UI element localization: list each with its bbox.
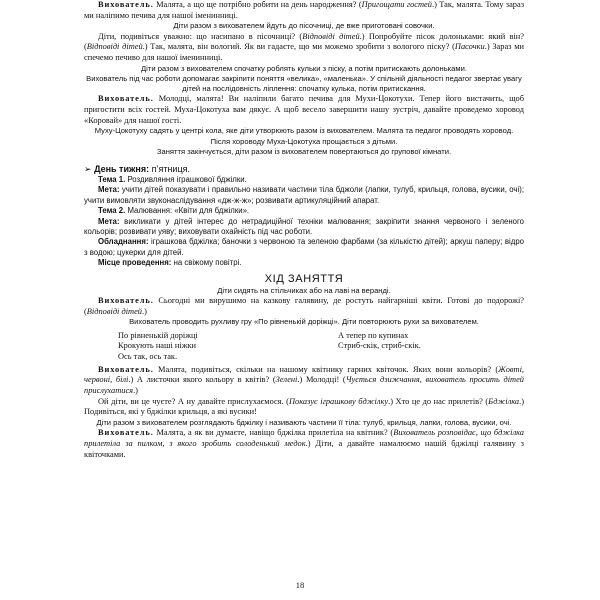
poem-right-column: А тепер по купинах Стриб-скік, стриб-скік. [338, 330, 421, 351]
speaker-label: Вихователь. [98, 364, 154, 374]
topic-1: Тема 1. Роздивляння іграшкової бджілки. [98, 175, 247, 185]
paragraph: Вихователь. Малята, подивіться, скільки на нашому квітнику гарних квіточок. Яких вони кольорів? (Жовті, червоні, білі.) А листочки якого кольору в квітів? (Зелені.) Молодці! (Чується дзижчання, вихователь просить дітей прислухатися.) [84, 364, 524, 396]
stage-direction: Заняття закінчується, діти разом із вихователем повертаються до групової кімнати. [156, 146, 452, 156]
paragraph: Вихователь. Малята, а що ще потрібно робити на день народження? (Пригощати гостей.) Так, малята. Тому зараз ми наліпимо печива для нашої іменинниці. [84, 0, 524, 20]
speaker-label: Вихователь. [98, 0, 154, 9]
paragraph: Вихователь. Сьогодні ми вирушимо на казкову галявину, де ростуть найгарніші квіти. Готові до подорожі? (Відповіді дітей.) [84, 295, 524, 316]
speaker-label: Вихователь. [98, 94, 154, 104]
stage-direction: Діти сидять на стільчиках або на лаві на веранді. [217, 285, 391, 295]
paragraph: Діти, подивіться уважно: що насипано в пісочниці? (Відповіді дітей.) Попробуйте пісок долоньками: який він? (Відповіді дітей.) Так, малята, він вологий. Як ви гадаєте, що ми можемо зробити з вологого піску? (Пасочки.) Зараз ми спечемо печиво для нашої іменинниці. [84, 31, 524, 63]
topic-2: Тема 2. Малювання: «Квіти для бджілки». [98, 206, 250, 216]
paragraph: Вихователь. Малята, а як ви думаєте, навіщо бджілка прилетіла на квітник? (Вихователь розповідає, що бджілка прилетіла за пилком, з якого зробить солоденький медок.) Діти, а давайте намалюємо нашій бджілці галявину з квіточками. [84, 428, 524, 459]
poem-left-column: По рівненькій доріжці Крокують наші ніжки Ось так, ось так. [118, 330, 198, 361]
speaker-label: Вихователь. [98, 295, 154, 305]
speaker-label: Вихователь. [98, 428, 154, 438]
stage-direction: Вихователь проводить рухливу гру «По рівненькій доріжці». Діти повторюють рухи за вихователем. [129, 317, 479, 327]
poem [84, 331, 524, 363]
section-heading: ХІД ЗАНЯТТЯ [264, 272, 344, 285]
location: Місце проведення: на свіжому повітрі. [98, 258, 242, 268]
arrow-bullet-icon: ➢ [84, 164, 92, 175]
goal-1: Мета: учити дітей показувати і правильно називати частини тіла бджоли (лапки, тулуб, крильця, голова, вусики, очі); учити вимовляти звуконаслідування «дж-ж-ж»; розвивати артикуляційний апарат. [84, 185, 524, 205]
paragraph: Ой діти, ви це чуєте? А ну давайте прислухаємося. (Показує іграшкову бджілку.) Хто це до нас прилетів? (Бджілка.) Подивіться, які у бджілки крильця, а які вусики! [84, 396, 524, 417]
page-number: 18 [295, 580, 305, 590]
stage-direction: Муху-Цокотуху садять у центрі кола, яке діти утворюють разом із вихователем. Малята та педагог проводять хоровод. Після хороводу Муха-Цокотуха прощається з дітьми. [94, 126, 514, 146]
day-of-week: ➢ День тижня: п’ятниця. [84, 164, 190, 175]
stage-direction: Діти разом з вихователем спочатку роблять кульки з піску, а потім притискають долоньками. [141, 63, 467, 73]
stage-direction: Діти разом з вихователем йдуть до пісочниці, де вже приготовані совочки. [173, 21, 435, 31]
stage-direction: Діти разом з вихователем розглядають бджілку і називають частини її тіла: тулуб, крильця, лапки, голова, вусики, очі. [96, 418, 512, 428]
stage-direction: Вихователь під час роботи допомагає закріпити поняття «велика», «маленька». У спільній діяльності педагог звертає увагу дітей на послідовність ліплення: спочатку кулька, потім притискання. [86, 73, 522, 94]
document-page [84, 0, 524, 600]
goal-2: Мета: викликати у дітей інтерес до нетрадиційної техніки малювання; закріпити знання червоного і зеленого кольорів; розвивати уяву; виховувати охайність під час роботи. [84, 216, 524, 237]
equipment: Обладнання: іграшкова бджілка; баночки з червоною та зеленою фарбами (за кількістю дітей); аркуш паперу; відро з водою; цукерки для дітей. [84, 237, 524, 257]
paragraph: Вихователь. Молодці, малята! Ви наліпили багато печива для Мухи-Цокотухи. Тепер його вистачить, щоб пригостити всіх гостей. Муха-Цокотуха вам дякує. А щоб весело завершити нашу зустріч, давайте проведемо хоровод «Коровай» для нашої гості. [84, 94, 524, 125]
